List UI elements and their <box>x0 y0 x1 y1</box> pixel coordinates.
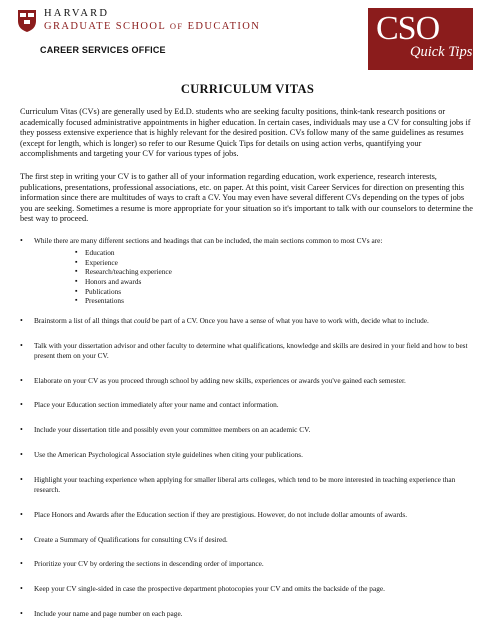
tips-list <box>20 236 478 634</box>
brand-school <box>44 21 260 32</box>
brand-school-of: OF <box>169 21 184 31</box>
sublist-item: ▪ Research/teaching experience <box>75 267 478 277</box>
sublist-item: ▪ Presentations <box>75 296 478 306</box>
harvard-shield-icon <box>17 9 37 33</box>
list-item: • Talk with your dissertation advisor and other faculty to determine what qualifications, knowledge and skills are desired in your field and how to best present them on your CV. <box>20 341 478 361</box>
first-step-paragraph: The first step in writing your CV is to gather all of your information regarding education, work experience, research interests, publications, presentations, professional associations, etc. on paper. At this point, visit Career Services for direction on presenting this information since there are multitudes of ways to craft a CV. You may even have several different CVs depending on the types of jobs you are seeking. Sometimes a resume is more appropriate for your situation so it's important to talk with our counselors to determine the best way to proceed. <box>20 172 473 224</box>
list-item: • Create a Summary of Qualifications for consulting CVs if desired. <box>20 535 478 545</box>
list-item-text: While there are many different sections and headings that can be included, the main sections common to most CVs are: <box>34 236 383 245</box>
cso-quick-tips-logo <box>368 8 473 70</box>
office-name: CAREER SERVICES OFFICE <box>40 45 166 55</box>
cso-logo-text: CSO <box>376 10 440 47</box>
list-item: • Include your name and page number on each page. <box>20 609 478 619</box>
brand-school-part1: GRADUATE SCHOOL <box>44 21 166 32</box>
list-item: • Use the American Psychological Association style guidelines when citing your publications. <box>20 450 478 460</box>
list-item <box>20 236 478 306</box>
page-title: CURRICULUM VITAS <box>180 82 315 96</box>
list-item: • Place your Education section immediately after your name and contact information. <box>20 400 478 410</box>
list-item: • Brainstorm a list of all things that could be part of a CV. Once you have a sense of what you have to work with, decide what to include. <box>20 316 478 326</box>
emphasis-could: could <box>133 315 151 325</box>
sublist-item: ▪ Experience <box>75 258 478 268</box>
sections-sublist <box>34 248 478 306</box>
list-item: • Keep your CV single-sided in case the prospective department photocopies your CV and omits the backside of the page. <box>20 584 478 594</box>
list-item: • Elaborate on your CV as you proceed through school by adding new skills, experiences or awards you've gained each semester. <box>20 376 478 386</box>
sublist-item: ▪ Publications <box>75 287 478 297</box>
sublist-item: ▪ Education <box>75 248 478 258</box>
brand-harvard: HARVARD <box>44 8 110 19</box>
list-item: • Prioritize your CV by ordering the sections in descending order of importance. <box>20 559 478 569</box>
list-item: • Highlight your teaching experience when applying for smaller liberal arts colleges, which tend to be more interested in teaching experience than research. <box>20 475 478 495</box>
sublist-item: ▪ Honors and awards <box>75 277 478 287</box>
list-item: • Place Honors and Awards after the Education section if they are prestigious. However, do not include dollar amounts of awards. <box>20 510 478 520</box>
page-header <box>0 0 495 70</box>
brand-school-part2: EDUCATION <box>187 21 261 32</box>
list-item: • Include your dissertation title and possibly even your committee members on an academic CV. <box>20 425 478 435</box>
intro-paragraph: Curriculum Vitas (CVs) are generally used by Ed.D. students who are seeking faculty positions, think-tank research positions or academically focused administrative appointments in higher education. In certain cases, individuals may use a CV for consulting jobs if they possess extensive experience that is highly relevant for the desired position. CVs follow many of the same guidelines as resumes (except for length, which is longer) so refer to our Resume Quick Tips for details on using action verbs, quantifying your accomplishments and targeting your CV for various types of jobs. <box>20 107 471 159</box>
cso-tagline: Quick Tips <box>410 44 473 60</box>
